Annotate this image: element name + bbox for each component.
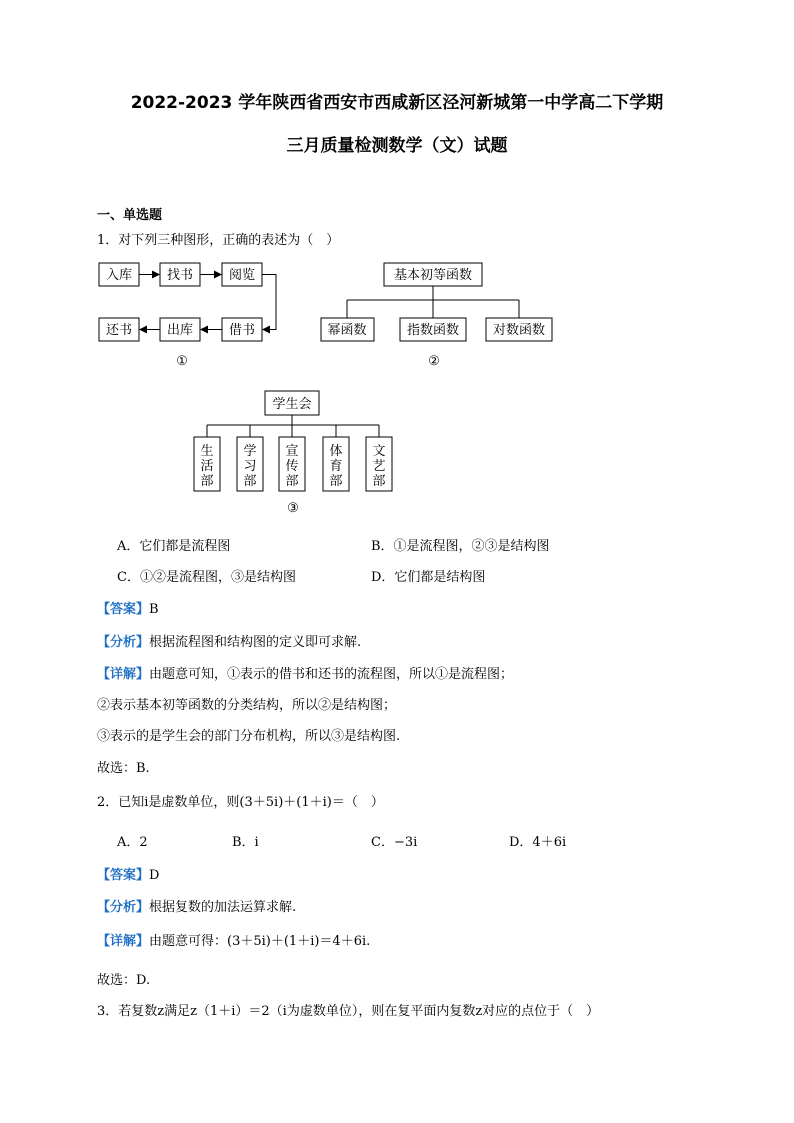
q2-analysis-line bbox=[97, 896, 296, 915]
q2-option-a: A．2 bbox=[117, 835, 148, 850]
q2-option-d: D．4＋6i bbox=[509, 835, 567, 850]
section-heading: 一、单选题 bbox=[97, 208, 163, 223]
box-label: 还书 bbox=[105, 323, 133, 338]
child-label: 指数函数 bbox=[406, 323, 460, 338]
page-title-line1: 2022-2023 学年陕西省西安市西咸新区泾河新城第一中学高二下学期 bbox=[130, 93, 664, 113]
q1-detail-line bbox=[97, 663, 513, 682]
child-char: 学 bbox=[243, 444, 257, 459]
child-char: 活 bbox=[200, 459, 214, 474]
q2-detail-line bbox=[97, 930, 370, 949]
child-char: 部 bbox=[329, 474, 343, 489]
box-label: 阅览 bbox=[228, 268, 256, 283]
q2-choose: 故选：D. bbox=[97, 973, 151, 988]
root-label: 基本初等函数 bbox=[393, 268, 473, 283]
q1-option-a: A．它们都是流程图 bbox=[117, 539, 231, 554]
analysis-tag: 【分析】 bbox=[97, 635, 150, 650]
diagrams-1-2 bbox=[0, 255, 794, 375]
child-char: 部 bbox=[372, 474, 386, 489]
child-char: 艺 bbox=[372, 459, 386, 474]
child-char: 体 bbox=[329, 444, 343, 459]
q1-detail-1: 由题意可知，①表示的借书和还书的流程图，所以①是流程图； bbox=[149, 667, 514, 682]
page-title-line2: 三月质量检测数学（文）试题 bbox=[286, 136, 508, 156]
q1-choose: 故选：B. bbox=[97, 761, 150, 776]
child-char: 传 bbox=[285, 459, 299, 474]
detail-tag: 【详解】 bbox=[97, 667, 150, 682]
child-label: 对数函数 bbox=[492, 323, 546, 338]
child-char: 部 bbox=[285, 474, 299, 489]
box-label: 找书 bbox=[166, 268, 194, 283]
q2-answer: D bbox=[149, 868, 160, 883]
answer-tag: 【答案】 bbox=[97, 602, 150, 617]
child-char: 习 bbox=[243, 459, 257, 474]
q2-option-b: B．i bbox=[232, 835, 259, 850]
q1-detail-3: ③表示的是学生会的部门分布机构，所以③是结构图. bbox=[97, 729, 401, 744]
root-label: 学生会 bbox=[272, 397, 312, 412]
child-char: 文 bbox=[372, 444, 386, 459]
q1-analysis: 根据流程图和结构图的定义即可求解. bbox=[149, 635, 362, 650]
q1-option-d: D．它们都是结构图 bbox=[371, 570, 486, 585]
box-label: 出库 bbox=[166, 323, 194, 338]
q2-stem: 2．已知i是虚数单位，则(3＋5i)＋(1＋i)＝（ ） bbox=[97, 795, 384, 810]
child-label: 幂函数 bbox=[327, 323, 367, 338]
q1-option-c: C．①②是流程图，③是结构图 bbox=[117, 570, 296, 585]
q1-analysis-line bbox=[97, 631, 361, 650]
structure-diagram-3 bbox=[0, 385, 794, 520]
q3-stem: 3．若复数z满足z（1＋i）＝2（i为虚数单位），则在复平面内复数z对应的点位于（ ） bbox=[97, 1004, 600, 1019]
q1-answer-line bbox=[97, 598, 159, 617]
q2-detail: 由题意可得：(3＋5i)＋(1＋i)＝4＋6i. bbox=[149, 934, 371, 949]
q2-answer-line bbox=[97, 864, 159, 883]
q1-answer: B bbox=[149, 602, 159, 617]
detail-tag: 【详解】 bbox=[97, 934, 150, 949]
child-char: 部 bbox=[200, 474, 214, 489]
analysis-tag: 【分析】 bbox=[97, 900, 150, 915]
q2-option-c: C．−3i bbox=[371, 835, 418, 850]
diagram-1-label: ① bbox=[176, 354, 188, 369]
q1-stem: 1．对下列三种图形，正确的表述为（ ） bbox=[97, 233, 340, 248]
child-char: 宣 bbox=[285, 444, 299, 459]
q2-analysis: 根据复数的加法运算求解. bbox=[149, 900, 297, 915]
q1-detail-2: ②表示基本初等函数的分类结构，所以②是结构图； bbox=[97, 698, 397, 713]
answer-tag: 【答案】 bbox=[97, 868, 150, 883]
child-char: 生 bbox=[200, 444, 214, 459]
box-label: 入库 bbox=[105, 268, 133, 283]
q1-option-b: B．①是流程图，②③是结构图 bbox=[371, 539, 550, 554]
child-char: 育 bbox=[329, 459, 343, 474]
diagram-2-label: ② bbox=[428, 354, 440, 369]
box-label: 借书 bbox=[228, 323, 256, 338]
diagram-3-label: ③ bbox=[287, 501, 299, 516]
child-char: 部 bbox=[243, 474, 257, 489]
